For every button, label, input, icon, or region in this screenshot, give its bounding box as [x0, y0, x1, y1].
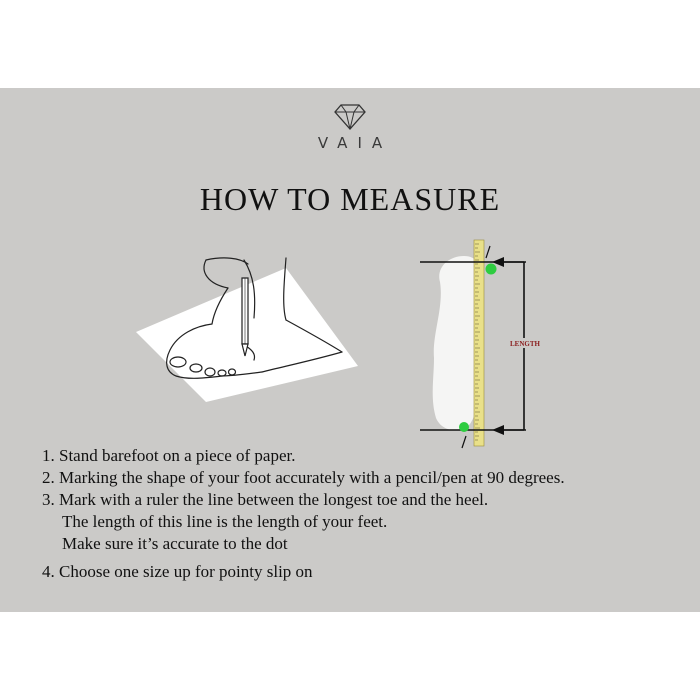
foot-length-diagram	[418, 238, 566, 452]
measure-card	[0, 88, 700, 612]
list-item: The length of this line is the length of your feet.	[62, 512, 388, 531]
ruler-icon	[474, 240, 484, 446]
foot-tracing-illustration	[136, 254, 358, 402]
instructions-list	[42, 445, 682, 583]
heel-dot	[459, 422, 469, 432]
brand-name: VAIA	[317, 134, 393, 152]
list-item: 4. Choose one size up for pointy slip on	[42, 562, 313, 581]
list-item: 3. Mark with a ruler the line between the longest toe and the heel.	[42, 490, 489, 509]
list-item: Make sure it’s accurate to the dot	[62, 534, 288, 553]
pencil-icon	[242, 278, 248, 356]
list-item: 1. Stand barefoot on a piece of paper.	[42, 446, 296, 465]
page-title: HOW TO MEASURE	[199, 181, 501, 217]
length-label: LENGTH	[510, 340, 540, 348]
diamond-icon	[333, 103, 367, 131]
list-item: 2. Marking the shape of your foot accurately with a pencil/pen at 90 degrees.	[42, 468, 565, 487]
toe-dot	[486, 264, 497, 275]
